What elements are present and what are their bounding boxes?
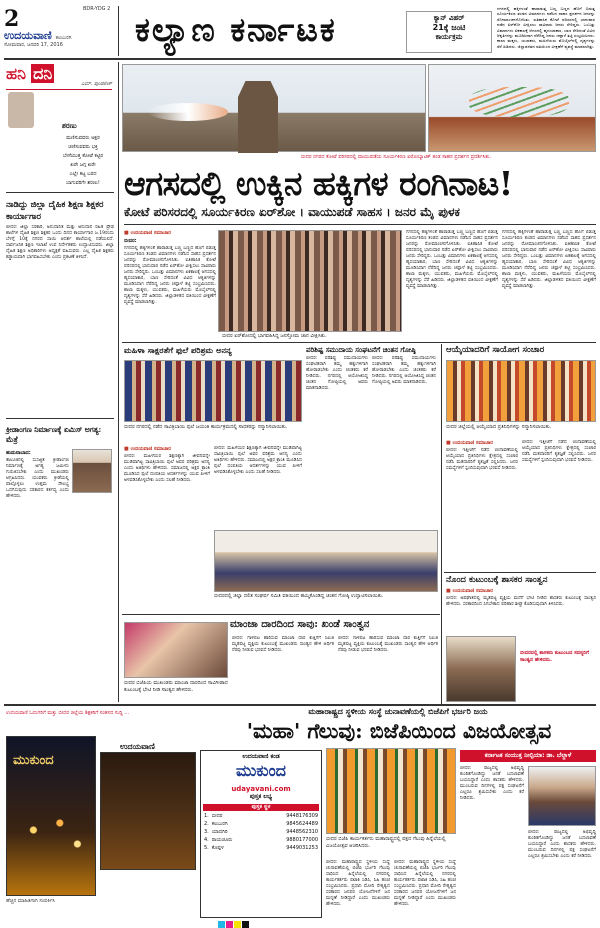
lead-subhead: ಕೋಟೆ ಪರಿಸರದಲ್ಲಿ ಸೂರ್ಯಕಿರಣ ಏರ್‌ಶೋ । ವಾಯುಪಡೆ ಸಾಹಸ । ಜನರ ಮೈ ಪುಳಕ (124, 205, 460, 219)
victory-body-a: ಬೀದರ: ಮಹಾರಾಷ್ಟ್ರದ ಸ್ಥಳೀಯ ಸಂಸ್ಥೆ ಚುನಾವಣೆಯಲ್ಲಿ ಬಿಜೆಪಿ ಭರ್ಜರಿ ಗೆಲುವು ಸಾಧಿಸಿದ ಹಿನ್ನೆಲೆಯಲ್ಲಿ ನಗರದಲ್ಲಿ ಕಾರ್ಯಕರ್ತರು ಪಟಾಕಿ ಸಿಡಿಸಿ, ಸಿಹಿ ಹಂಚಿ ಸಂಭ್ರಮಿಸಿದರು. ಪ್ರಧಾನಿ ಮೋದಿ ನೇತೃತ್ವದ ಸರಕಾರದ ಜನಪರ ಯೋಜನೆಗಳಿಗೆ ಜನ ಮನ್ನಣೆ ನೀಡಿದ್ದಾರೆ ಎಂದು ಮುಖಂಡರು ಹೇಳಿದರು. (326, 860, 390, 907)
honey-author-photo (8, 92, 34, 128)
lead-fort-photo (122, 64, 426, 152)
right-col-vrule (441, 344, 442, 704)
book-ad-brand: ಉದಯವಾಣಿ ಕಂಡ (242, 753, 280, 760)
book-ad-contacts (201, 812, 321, 852)
lead-airshow-photo (428, 64, 596, 152)
lead-crowd-photo (218, 230, 402, 332)
right-story1-byline: ■ ಉದಯವಾಣಿ ಸಮಾಚಾರ (446, 440, 493, 446)
victory-caption: ಬೀದರ ಬಿಜೆಪಿ ಕಾರ್ಯಕರ್ತರು ಮಹಾರಾಷ್ಟ್ರದಲ್ಲಿ ಪಕ್ಷದ ಗೆಲುವು ಹಿನ್ನೆಲೆಯಲ್ಲಿ ವಿಜಯೋತ್ಸವ ಆಚರಿಸಿದರು. (326, 836, 446, 849)
contact-num: 1. (204, 813, 209, 819)
lead-bottom-rule (122, 342, 596, 343)
contact-num: 4. (204, 837, 209, 843)
left-divider-2 (6, 418, 114, 419)
story1-headline: ನಾಡಿದ್ದು ಜಿಲ್ಲಾ ದೈಹಿಕ ಶಿಕ್ಷಣ ಶಿಕ್ಷಕರ ಕಾರ್ಯಾಗಾರ (6, 199, 104, 221)
story2-photo (72, 449, 112, 493)
page-number: 2 (4, 6, 20, 32)
contact-num: 2. (204, 821, 209, 827)
contact-phone[interactable]: 9449031253 (286, 845, 318, 851)
book-ad-contact-head: ಪುಸ್ತಕ ಸ್ಥಳ (203, 804, 319, 811)
paper-sub: ಕಲಬುರಗಿ (55, 35, 72, 41)
contact-row (204, 836, 318, 844)
left-ad-book[interactable] (100, 752, 196, 870)
victory-photo (326, 748, 456, 834)
story1-body: ಬೀದರ: ಜಿಲ್ಲಾ ಸರಕಾರಿ, ಅನುದಾನಿತ ಮತ್ತು ಅನುದಾನ ರಹಿತ ಪ್ರೌಢ ಶಾಲೆಗಳ ದೈಹಿಕ ಶಿಕ್ಷಣ ಶಿಕ್ಷಕರ ಒಂದು ದಿನದ ಕಾರ್ಯಾಗಾರ ಜ.19ರಂದು ಬೆಳಗ್ಗೆ 10ಕ್ಕೆ ನಗರದ ಸಾಯಿ ಆದರ್ಶ ಶಾಲೆಯಲ್ಲಿ ನಡೆಯಲಿದೆ. ಸಾರ್ವಜನಿಕ ಶಿಕ್ಷಣ ಇಲಾಖೆ ಉಪ ನಿರ್ದೇಶಕರು ಉದ್ಘಾಟಿಸುವರು. ಜಿಲ್ಲಾ ದೈಹಿಕ ಶಿಕ್ಷಣ ಅಧಿಕಾರಿಗಳು ಅಧ್ಯಕ್ಷತೆ ವಹಿಸುವರು. ಎಲ್ಲ ದೈಹಿಕ ಶಿಕ್ಷಕರು ಕಡ್ಡಾಯವಾಗಿ ಭಾಗವಹಿಸಬೇಕು ಎಂದು ಪ್ರಕಟಣೆ ತಿಳಿಸಿದೆ. (6, 225, 114, 260)
side-story-headline-bar (460, 750, 596, 762)
center-story1-byline: ■ ಉದಯವಾಣಿ ಸಮಾಚಾರ (124, 446, 171, 452)
right-story2-photo (446, 636, 516, 702)
jet-trails-colored (469, 87, 569, 117)
side-story-portrait (528, 766, 596, 826)
left-ad-title: ಮುಕುಂದ (13, 753, 54, 768)
jet-trail (148, 103, 228, 121)
poem-lines (50, 134, 116, 188)
section-title: ಕಲ್ಯಾಣ ಕರ್ನಾಟಕ (135, 10, 337, 49)
masthead-divider (118, 6, 119, 56)
book-ad[interactable] (200, 750, 322, 918)
honey-title-2: ದನಿ (33, 64, 53, 83)
left-divider (6, 192, 114, 193)
center-story1-body-b: ಬೀದರ: ಮಹಿಳೆಯರ ಶಿಕ್ಷಣಕ್ಕಾಗಿ ಜೀವನವನ್ನೇ ಮುಡಿಪಾಗಿಟ್ಟ ಸಾವಿತ್ರಿಬಾಯಿ ಫುಲೆ ಅವರ ಪರಿಶ್ರಮ ಅನನ್ಯ ಎಂದು ಅತಿಥಿಗಳು ಹೇಳಿದರು. ಸಮಾಜದಲ್ಲಿ ಅಕ್ಷರ ಕ್ರಾಂತಿ ಮೂಡಿಸಿದ ಫುಲೆ ದಂಪತಿಯ ಆದರ್ಶಗಳನ್ನು ಯುವ ಪೀಳಿಗೆ ಅಳವಡಿಸಿಕೊಳ್ಳಬೇಕು ಎಂದು ಸಲಹೆ ನೀಡಿದರು. (214, 446, 302, 475)
center-story3-body-b: ಬೀದರ: ಗಾಳಿಪಟ ಹಾರಿಸುವ ಮಾಂಜಾ ದಾರ ಕುತ್ತಿಗೆಗೆ ಸಿಲುಕಿ ಮೃತಪಟ್ಟ ವ್ಯಕ್ತಿಯ ಕುಟುಂಬಕ್ಕೆ ಮುಖಂಡರು ಸಾಂತ್ವನ ಹೇಳಿ ಆರ್ಥಿಕ ನೆರವು ನೀಡುವ ಭರವಸೆ ನೀಡಿದರು. (338, 636, 438, 653)
lead-photo-caption: ಬೀದರ ನಗರದ ಕೋಟೆ ಪರಿಸರದಲ್ಲಿ ವಾಯುಪಡೆಯ ಸೂರ್ಯಕಿರಣ ಏರೋಬ್ಯಾಟಿಕ್ ತಂಡ ಸಾಹಸ ಪ್ರದರ್ಶನ ಪ್ರದರ್ಶಿಸಿತು. (300, 154, 492, 160)
contact-place: ಯಾದಗಿರಿ (211, 829, 228, 835)
lead-body-col2: ಗಗನದಲ್ಲಿ ಹಕ್ಕಿಗಳಂತೆ ಹಾರಾಡುತ್ತ ಬಣ್ಣ ಬಣ್ಣದ ಹೊಗೆ ಬಿಡುತ್ತ ಸೂರ್ಯಕಿರಣ ತಂಡದ ವಿಮಾನಗಳು ನಡೆಸಿದ ಸಾಹಸ ಪ್ರದರ್ಶನ ಜನರನ್ನು ರೋಮಾಂಚನಗೊಳಿಸಿತು. ಐತಿಹಾಸಿಕ ಕೋಟೆ ಪರಿಸರದಲ್ಲಿ ಭಾನುವಾರ ನಡೆದ ಏರ್‌ಶೋ ವೀಕ್ಷಿಸಲು ಸಾವಿರಾರು ಜನರು ಸೇರಿದ್ದರು. ಒಂಬತ್ತು ವಿಮಾನಗಳು ಏಕಕಾಲಕ್ಕೆ ಆಗಸದಲ್ಲಿ ಹೃದಯಾಕಾರ, ಬಾಣ ಸೇರಿದಂತೆ ವಿವಿಧ ಆಕೃತಿಗಳನ್ನು ಮೂಡಿಸಿದಾಗ ನೆರೆದಿದ್ದ ಜನರು ಚಪ್ಪಾಳೆ ತಟ್ಟಿ ಸಂಭ್ರಮಿಸಿದರು. ಶಾಲಾ ಮಕ್ಕಳು, ಯುವಕರು, ಮಹಿಳೆಯರು ಮೊಬೈಲ್‌ನಲ್ಲಿ ದೃಶ್ಯಗಳನ್ನು ಸೆರೆ ಹಿಡಿದರು. ಜಿಲ್ಲಾಡಳಿತದ ವತಿಯಿಂದ ವೀಕ್ಷಣೆಗೆ ವ್ಯವಸ್ಥೆ ಮಾಡಲಾಗಿತ್ತು. (406, 230, 498, 289)
right-story2-caption: ಬೀದರದಲ್ಲಿ ಶಾಸಕರು ಕುಟುಂಬದ ಸದಸ್ಯರಿಗೆ ಸಾಂತ್ವನ ಹೇಳಿದರು. (520, 650, 589, 663)
left-ad-brand: ಉದಯವಾಣಿ (120, 742, 155, 751)
right-story2-headline: ನೊಂದ ಕುಟುಂಬಕ್ಕೆ ಶಾಸಕರ ಸಾಂತ್ವನ (446, 575, 548, 585)
center-story1-caption: ಬೀದರ ನಗರದಲ್ಲಿ ನಡೆದ ಸಾವಿತ್ರಿಬಾಯಿ ಫುಲೆ ಜಯಂತಿ ಕಾರ್ಯಕ್ರಮದಲ್ಲಿ ಸಾಧಕರನ್ನು ಸನ್ಮಾನಿಸಲಾಯಿತು. (124, 424, 288, 430)
poem-line: ಖರೇ ಜಗ್ಗ ಖರೇ (70, 162, 96, 168)
center-story1-body-a: ಬೀದರ: ಮಹಿಳೆಯರ ಶಿಕ್ಷಣಕ್ಕಾಗಿ ಜೀವನವನ್ನೇ ಮುಡಿಪಾಗಿಟ್ಟ ಸಾವಿತ್ರಿಬಾಯಿ ಫುಲೆ ಅವರ ಪರಿಶ್ರಮ ಅನನ್ಯ ಎಂದು ಅತಿಥಿಗಳು ಹೇಳಿದರು. ಸಮಾಜದಲ್ಲಿ ಅಕ್ಷರ ಕ್ರಾಂತಿ ಮೂಡಿಸಿದ ಫುಲೆ ದಂಪತಿಯ ಆದರ್ಶಗಳನ್ನು ಯುವ ಪೀಳಿಗೆ ಅಳವಡಿಸಿಕೊಳ್ಳಬೇಕು ಎಂದು ಸಲಹೆ ನೀಡಿದರು. (124, 454, 210, 483)
honey-column-header (6, 64, 112, 90)
lead-dateline: ಬೀದರ: (124, 238, 137, 244)
contact-phone[interactable]: 9448562310 (286, 829, 318, 835)
side-promo-box (406, 11, 492, 53)
center-story3-caption: ಬೀದರ ಬಿಜೆಪಿಯ ಮುಖಂಡರು ಮಾಂಜಾ ದಾರದಿಂದ ಸಾವಿಗೀಡಾದ ಕುಟುಂಬಕ್ಕೆ ಭೇಟಿ ನೀಡಿ ಸಾಂತ್ವನ ಹೇಳಿದರು. (124, 680, 228, 693)
lead-crowd-caption: ಬೀದರ ಏರ್‌ಶೋದಲ್ಲಿ ಭಾಗವಹಿಸಿದ್ದ ಜನಸ್ತೋಮ ಚಾನ ವೀಕ್ಷಿಸಿತು. (222, 333, 327, 339)
lead-byline: ■ ಉದಯವಾಣಿ ಸಮಾಚಾರ (124, 230, 171, 236)
contact-place: ಬೀದರ (211, 813, 223, 819)
poem-line: ಬೇಸೆಯುತ್ತ ಕೋಟೆ ಕಟ್ಟಿರ (62, 153, 104, 159)
side-story-body-a: ಬೀದರ: ರಾಜ್ಯದಲ್ಲಿ ಅಭಿವೃದ್ಧಿ ಕುಂಠಿತಗೊಂಡಿದ್ದು ಜನತೆ ಬದಲಾವಣೆ ಬಯಸಿದ್ದಾರೆ ಎಂದು ಶಾಸಕರು ಹೇಳಿದರು. ಮುಂಬರುವ ದಿನಗಳಲ್ಲಿ ಪಕ್ಷ ಸಂಘಟನೆಗೆ ಎಲ್ಲರೂ ಶ್ರಮಿಸಬೇಕು ಎಂದು ಕರೆ ನೀಡಿದರು. (460, 766, 524, 801)
book-ad-url[interactable]: udayavani.com (231, 785, 291, 793)
bottom-top-rule (4, 704, 596, 706)
contact-phone[interactable]: 9448176309 (286, 813, 318, 819)
poem-line: ಎಲ್ಲೇ ಕಟ್ಟ ಬರದ (69, 171, 97, 177)
lead-body-col1: ಗಗನದಲ್ಲಿ ಹಕ್ಕಿಗಳಂತೆ ಹಾರಾಡುತ್ತ ಬಣ್ಣ ಬಣ್ಣದ ಹೊಗೆ ಬಿಡುತ್ತ ಸೂರ್ಯಕಿರಣ ತಂಡದ ವಿಮಾನಗಳು ನಡೆಸಿದ ಸಾಹಸ ಪ್ರದರ್ಶನ ಜನರನ್ನು ರೋಮಾಂಚನಗೊಳಿಸಿತು. ಐತಿಹಾಸಿಕ ಕೋಟೆ ಪರಿಸರದಲ್ಲಿ ಭಾನುವಾರ ನಡೆದ ಏರ್‌ಶೋ ವೀಕ್ಷಿಸಲು ಸಾವಿರಾರು ಜನರು ಸೇರಿದ್ದರು. ಒಂಬತ್ತು ವಿಮಾನಗಳು ಏಕಕಾಲಕ್ಕೆ ಆಗಸದಲ್ಲಿ ಹೃದಯಾಕಾರ, ಬಾಣ ಸೇರಿದಂತೆ ವಿವಿಧ ಆಕೃತಿಗಳನ್ನು ಮೂಡಿಸಿದಾಗ ನೆರೆದಿದ್ದ ಜನರು ಚಪ್ಪಾಳೆ ತಟ್ಟಿ ಸಂಭ್ರಮಿಸಿದರು. ಶಾಲಾ ಮಕ್ಕಳು, ಯುವಕರು, ಮಹಿಳೆಯರು ಮೊಬೈಲ್‌ನಲ್ಲಿ ದೃಶ್ಯಗಳನ್ನು ಸೆರೆ ಹಿಡಿದರು. ಜಿಲ್ಲಾಡಳಿತದ ವತಿಯಿಂದ ವೀಕ್ಷಣೆಗೆ ವ್ಯವಸ್ಥೆ ಮಾಡಲಾಗಿತ್ತು. (124, 246, 216, 305)
center-story1-photo (124, 360, 302, 422)
center-story2-caption: ಬೀದರದಲ್ಲಿ ಜಿಲ್ಲಾ ದಲಿತ ಸಂಘರ್ಷ ಸಮಿತಿ ವತಿಯಿಂದ ಹಮ್ಮಿಕೊಂಡಿದ್ದ ಚಿಂತನ ಗೋಷ್ಠಿ ಉದ್ಘಾಟಿಸಲಾಯಿತು. (214, 593, 384, 599)
center-story2-headline: ಪರಿಶಿಷ್ಟ ಸಮುದಾಯ ಸಂಘಟನೆಗೆ ಚಿಂತನ ಗೋಷ್ಠಿ (306, 345, 416, 354)
lead-subhead-rule (124, 224, 596, 225)
center-story3-headline: ಮಾಂಜಾ ದಾರದಿಂದ ಸಾವು: ಖಂಡೆ ಸಾಂತ್ವನ (230, 619, 370, 630)
bottom-headline: 'ಮಹಾ' ಗೆಲುವು: ಬಿಜೆಪಿಯಿಂದ ವಿಜಯೋತ್ಸವ (246, 719, 552, 743)
lead-body-col3: ಗಗನದಲ್ಲಿ ಹಕ್ಕಿಗಳಂತೆ ಹಾರಾಡುತ್ತ ಬಣ್ಣ ಬಣ್ಣದ ಹೊಗೆ ಬಿಡುತ್ತ ಸೂರ್ಯಕಿರಣ ತಂಡದ ವಿಮಾನಗಳು ನಡೆಸಿದ ಸಾಹಸ ಪ್ರದರ್ಶನ ಜನರನ್ನು ರೋಮಾಂಚನಗೊಳಿಸಿತು. ಐತಿಹಾಸಿಕ ಕೋಟೆ ಪರಿಸರದಲ್ಲಿ ಭಾನುವಾರ ನಡೆದ ಏರ್‌ಶೋ ವೀಕ್ಷಿಸಲು ಸಾವಿರಾರು ಜನರು ಸೇರಿದ್ದರು. ಒಂಬತ್ತು ವಿಮಾನಗಳು ಏಕಕಾಲಕ್ಕೆ ಆಗಸದಲ್ಲಿ ಹೃದಯಾಕಾರ, ಬಾಣ ಸೇರಿದಂತೆ ವಿವಿಧ ಆಕೃತಿಗಳನ್ನು ಮೂಡಿಸಿದಾಗ ನೆರೆದಿದ್ದ ಜನರು ಚಪ್ಪಾಳೆ ತಟ್ಟಿ ಸಂಭ್ರಮಿಸಿದರು. ಶಾಲಾ ಮಕ್ಕಳು, ಯುವಕರು, ಮಹಿಳೆಯರು ಮೊಬೈಲ್‌ನಲ್ಲಿ ದೃಶ್ಯಗಳನ್ನು ಸೆರೆ ಹಿಡಿದರು. ಜಿಲ್ಲಾಡಳಿತದ ವತಿಯಿಂದ ವೀಕ್ಷಣೆಗೆ ವ್ಯವಸ್ಥೆ ಮಾಡಲಾಗಿತ್ತು. (502, 230, 596, 289)
contact-place: ರಾಯಚೂರು (211, 837, 233, 843)
print-color-bar (218, 921, 249, 928)
story2-body: ತಾಲೂಕಿನಲ್ಲಿ ಸುಸಜ್ಜಿತ ಕ್ರೀಡಾಂಗಣ ನಿರ್ಮಾಣಕ್ಕೆ ಅಗತ್ಯ ಜಮೀನು ಗುರುತಿಸಬೇಕು ಎಂದು ಮುಖಂಡರು ಆಗ್ರಹಿಸಿದರು. ಯುವಕರು ಕ್ರೀಡೆಯಲ್ಲಿ ಪಾಲ್ಗೊಳ್ಳಲು ಉತ್ತಮ ಸೌಲಭ್ಯ ಒದಗಿಸುವುದು ಸರಕಾರದ ಕರ್ತವ್ಯ ಎಂದು ಹೇಳಿದರು. (6, 458, 69, 499)
right-story2-byline: ■ ಉದಯವಾಣಿ ಸಮಾಚಾರ (446, 588, 493, 594)
contact-phone[interactable]: 9845624489 (286, 821, 318, 827)
poem-title: ಶರಣು (62, 122, 77, 130)
lead-headline: ಆಗಸದಲ್ಲಿ ಉಕ್ಕಿನ ಹಕ್ಕಿಗಳ ರಂಗಿನಾಟ! (124, 164, 513, 203)
center-story2-body-b: ಬೀದರ: ಪರಿಶಿಷ್ಟ ಸಮುದಾಯಗಳು ಸಂಘಟಿತರಾಗಿ ತಮ್ಮ ಹಕ್ಕುಗಳಿಗಾಗಿ ಹೋರಾಡಬೇಕು ಎಂದು ಚಿಂತಕರು ಕರೆ ನೀಡಿದರು. ನಗರದಲ್ಲಿ ಆಯೋಜಿಸಿದ್ದ ಚಿಂತನ ಗೋಷ್ಠಿಯಲ್ಲಿ ಅವರು ಮಾತನಾಡಿದರು. (372, 356, 436, 385)
side-promo-line1: ಕ್ಯಾನ್ ವಿಹರ್ (433, 14, 465, 22)
masthead-right-text: ಗಗನದಲ್ಲಿ ಹಕ್ಕಿಗಳಂತೆ ಹಾರಾಡುತ್ತ ಬಣ್ಣ ಬಣ್ಣದ ಹೊಗೆ ಬಿಡುತ್ತ ಸೂರ್ಯಕಿರಣ ತಂಡದ ವಿಮಾನಗಳು ನಡೆಸಿದ ಸಾಹಸ ಪ್ರದರ್ಶನ ಜನರನ್ನು ರೋಮಾಂಚನಗೊಳಿಸಿತು. ಐತಿಹಾಸಿಕ ಕೋಟೆ ಪರಿಸರದಲ್ಲಿ ಭಾನುವಾರ ನಡೆದ ಏರ್‌ಶೋ ವೀಕ್ಷಿಸಲು ಸಾವಿರಾರು ಜನರು ಸೇರಿದ್ದರು. ಒಂಬತ್ತು ವಿಮಾನಗಳು ಏಕಕಾಲಕ್ಕೆ ಆಗಸದಲ್ಲಿ ಹೃದಯಾಕಾರ, ಬಾಣ ಸೇರಿದಂತೆ ವಿವಿಧ ಆಕೃತಿಗಳನ್ನು ಮೂಡಿಸಿದಾಗ ನೆರೆದಿದ್ದ ಜನರು ಚಪ್ಪಾಳೆ ತಟ್ಟಿ ಸಂಭ್ರಮಿಸಿದರು. ಶಾಲಾ ಮಕ್ಕಳು, ಯುವಕರು, ಮಹಿಳೆಯರು ಮೊಬೈಲ್‌ನಲ್ಲಿ ದೃಶ್ಯಗಳನ್ನು ಸೆರೆ ಹಿಡಿದರು. ಜಿಲ್ಲಾಡಳಿತದ ವತಿಯಿಂದ ವೀಕ್ಷಣೆಗೆ ವ್ಯವಸ್ಥೆ ಮಾಡಲಾಗಿತ್ತು. (497, 6, 595, 49)
side-story-body-b: ಬೀದರ: ರಾಜ್ಯದಲ್ಲಿ ಅಭಿವೃದ್ಧಿ ಕುಂಠಿತಗೊಂಡಿದ್ದು ಜನತೆ ಬದಲಾವಣೆ ಬಯಸಿದ್ದಾರೆ ಎಂದು ಶಾಸಕರು ಹೇಳಿದರು. ಮುಂಬರುವ ದಿನಗಳಲ್ಲಿ ಪಕ್ಷ ಸಂಘಟನೆಗೆ ಎಲ್ಲರೂ ಶ್ರಮಿಸಬೇಕು ಎಂದು ಕರೆ ನೀಡಿದರು. (528, 830, 596, 859)
right-story1-photo (446, 360, 596, 422)
poem-line: ಮಣಿಸುವವರು ಅಕ್ಷರ (66, 135, 100, 141)
contact-num: 3. (204, 829, 209, 835)
right-story1-body-b: ಬೀದರ: ಇತ್ತೀಚೆಗೆ ನಡೆದ ಚುನಾವಣೆಯಲ್ಲಿ ಆಯ್ಕೆಯಾದ ಪ್ರತಿನಿಧಿಗಳು ಕ್ಷೇತ್ರದಲ್ಲಿ ಸಂಚಾರ ನಡೆಸಿ ಮತದಾರರಿಗೆ ಕೃತಜ್ಞತೆ ಸಲ್ಲಿಸಿದರು. ಜನರ ಸಮಸ್ಯೆಗಳಿಗೆ ಸ್ಪಂದಿಸುವುದಾಗಿ ಭರವಸೆ ನೀಡಿದರು. (522, 440, 596, 463)
left-ad-box[interactable] (6, 736, 96, 896)
poem-line: ಬಾಗುವರಿಗೇ ಶರಣು! (66, 180, 100, 186)
poem-line: ಚಣಿಸುವವರು ಭಕ್ತಿ (68, 144, 98, 150)
story2-byline: ಹುಮನಾಬಾದ: (6, 450, 31, 456)
masthead-bottom-rule (4, 58, 596, 60)
center-story2-photo (214, 530, 438, 592)
right-story1-headline: ಆಯ್ಕೆಯಾದರಿಗೆ ಸಾಯೋಗ ಸಂಚಾರ (446, 345, 545, 355)
side-promo-line3: ಕಾರ್ಯಕ್ರಮ (435, 33, 463, 41)
side-promo-line2: 21ಕ್ಕೆ ಜಂಟಿ (432, 23, 466, 32)
center-story3-photo (124, 622, 228, 678)
right-story2-body: ಬೀದರ: ಅಪಘಾತದಲ್ಲಿ ಮೃತಪಟ್ಟ ವ್ಯಕ್ತಿಯ ಮನೆಗೆ ಭೇಟಿ ನೀಡಿದ ಶಾಸಕರು ಕುಟುಂಬಕ್ಕೆ ಸಾಂತ್ವನ ಹೇಳಿದರು. ಸರಕಾರದಿಂದ ಸಿಗಬೇಕಾದ ಪರಿಹಾರ ಶೀಘ್ರ ಕೊಡಿಸುವುದಾಗಿ ತಿಳಿಸಿದರು. (446, 596, 596, 607)
contact-phone[interactable]: 9880177000 (286, 837, 318, 843)
story2-headline: ಕ್ರೀಡಾಂಗಣ ನಿರ್ಮಾಣಕ್ಕೆ ಏಮಿಸ್ ಅಗತ್ಯ: ಮೆತ್ರೆ (6, 425, 102, 444)
contact-place: ಕೊಪ್ಪಳ (211, 845, 224, 851)
right-story1-body-a: ಬೀದರ: ಇತ್ತೀಚೆಗೆ ನಡೆದ ಚುನಾವಣೆಯಲ್ಲಿ ಆಯ್ಕೆಯಾದ ಪ್ರತಿನಿಧಿಗಳು ಕ್ಷೇತ್ರದಲ್ಲಿ ಸಂಚಾರ ನಡೆಸಿ ಮತದಾರರಿಗೆ ಕೃತಜ್ಞತೆ ಸಲ್ಲಿಸಿದರು. ಜನರ ಸಮಸ್ಯೆಗಳಿಗೆ ಸ್ಪಂದಿಸುವುದಾಗಿ ಭರವಸೆ ನೀಡಿದರು. (446, 448, 518, 471)
left-ad-lights (7, 795, 95, 865)
contact-row (204, 828, 318, 836)
contact-row (204, 820, 318, 828)
contact-place: ಕಲಬುರಗಿ (211, 821, 228, 827)
side-story-headline: ಕರ್ನಾಟಕ ಸಂಯುಕ್ತ ನೀಲ್ಪಿಯಾ: ಡಾ. ಬೆಲ್ದಾಳೆ (484, 752, 572, 759)
left-col-vrule (118, 62, 119, 702)
center-rule (122, 614, 440, 615)
issue-date: ಸೋಮವಾರ, ಜನವರಿ 17, 2016 (4, 42, 63, 48)
book-ad-title: ಮುಕುಂದ (235, 761, 287, 780)
contact-num: 5. (204, 845, 209, 851)
fort-silhouette (233, 73, 283, 153)
contact-row (204, 844, 318, 852)
book-ad-sub: ಪುಸ್ತಕ ಲಭ್ಯ (249, 793, 273, 800)
edition-code: BDR-YDG 2 (83, 6, 111, 12)
honey-author: ಎಮ್. ಪುಂಡಲೀಕ್ (81, 81, 112, 87)
bottom-kicker: ಮಹಾರಾಷ್ಟ್ರದ ಸ್ಥಳೀಯ ಸಂಸ್ಥೆ ಚುನಾವಣೆಯಲ್ಲಿ ಬಿಜೆಪಿಗೆ ಭರ್ಜರಿ ಜಯ (308, 707, 488, 716)
paper-name-text: ಉದಯವಾಣಿ (4, 29, 52, 42)
left-ad-text: ಉದಯವಾಣಿ ಓದುಗರಿಗೆ ಮತ್ತು ಬೀದರ ಜಿಲ್ಲೆಯ ಶಿಕ್ಷಕರಿಗೆ ಸಂತಸದ ಸುದ್ದಿ ... (6, 710, 130, 716)
center-story3-body-a: ಬೀದರ: ಗಾಳಿಪಟ ಹಾರಿಸುವ ಮಾಂಜಾ ದಾರ ಕುತ್ತಿಗೆಗೆ ಸಿಲುಕಿ ಮೃತಪಟ್ಟ ವ್ಯಕ್ತಿಯ ಕುಟುಂಬಕ್ಕೆ ಮುಖಂಡರು ಸಾಂತ್ವನ ಹೇಳಿ ಆರ್ಥಿಕ ನೆರವು ನೀಡುವ ಭರವಸೆ ನೀಡಿದರು. (232, 636, 334, 653)
right-story1-caption: ಬೀದರ ಜಿಲ್ಲೆಯಲ್ಲಿ ಆಯ್ಕೆಯಾದ ಪ್ರತಿನಿಧಿಗಳನ್ನು ಸನ್ಮಾನಿಸಲಾಯಿತು. (446, 424, 552, 430)
left-ad-footer: ಹೆಚ್ಚಿನ ಮಾಹಿತಿಗಾಗಿ ಸಂಪರ್ಕಿಸಿ (6, 898, 55, 904)
contact-row (204, 812, 318, 820)
paper-name (4, 29, 72, 43)
center-story2-body-a: ಬೀದರ: ಪರಿಶಿಷ್ಟ ಸಮುದಾಯಗಳು ಸಂಘಟಿತರಾಗಿ ತಮ್ಮ ಹಕ್ಕುಗಳಿಗಾಗಿ ಹೋರಾಡಬೇಕು ಎಂದು ಚಿಂತಕರು ಕರೆ ನೀಡಿದರು. ನಗರದಲ್ಲಿ ಆಯೋಜಿಸಿದ್ದ ಚಿಂತನ ಗೋಷ್ಠಿಯಲ್ಲಿ ಅವರು ಮಾತನಾಡಿದರು. (306, 356, 368, 391)
right-rule (444, 572, 596, 573)
center-story1-headline: ಮಹಿಳಾ ಸಾಕ್ಷರತೆಗೆ ಫುಲೆ ಪರಿಶ್ರಮ ಅನನ್ಯ (124, 345, 232, 355)
victory-body-b: ಬೀದರ: ಮಹಾರಾಷ್ಟ್ರದ ಸ್ಥಳೀಯ ಸಂಸ್ಥೆ ಚುನಾವಣೆಯಲ್ಲಿ ಬಿಜೆಪಿ ಭರ್ಜರಿ ಗೆಲುವು ಸಾಧಿಸಿದ ಹಿನ್ನೆಲೆಯಲ್ಲಿ ನಗರದಲ್ಲಿ ಕಾರ್ಯಕರ್ತರು ಪಟಾಕಿ ಸಿಡಿಸಿ, ಸಿಹಿ ಹಂಚಿ ಸಂಭ್ರಮಿಸಿದರು. ಪ್ರಧಾನಿ ಮೋದಿ ನೇತೃತ್ವದ ಸರಕಾರದ ಜನಪರ ಯೋಜನೆಗಳಿಗೆ ಜನ ಮನ್ನಣೆ ನೀಡಿದ್ದಾರೆ ಎಂದು ಮುಖಂಡರು ಹೇಳಿದರು. (394, 860, 456, 907)
honey-title: ಹನಿ (6, 64, 26, 83)
